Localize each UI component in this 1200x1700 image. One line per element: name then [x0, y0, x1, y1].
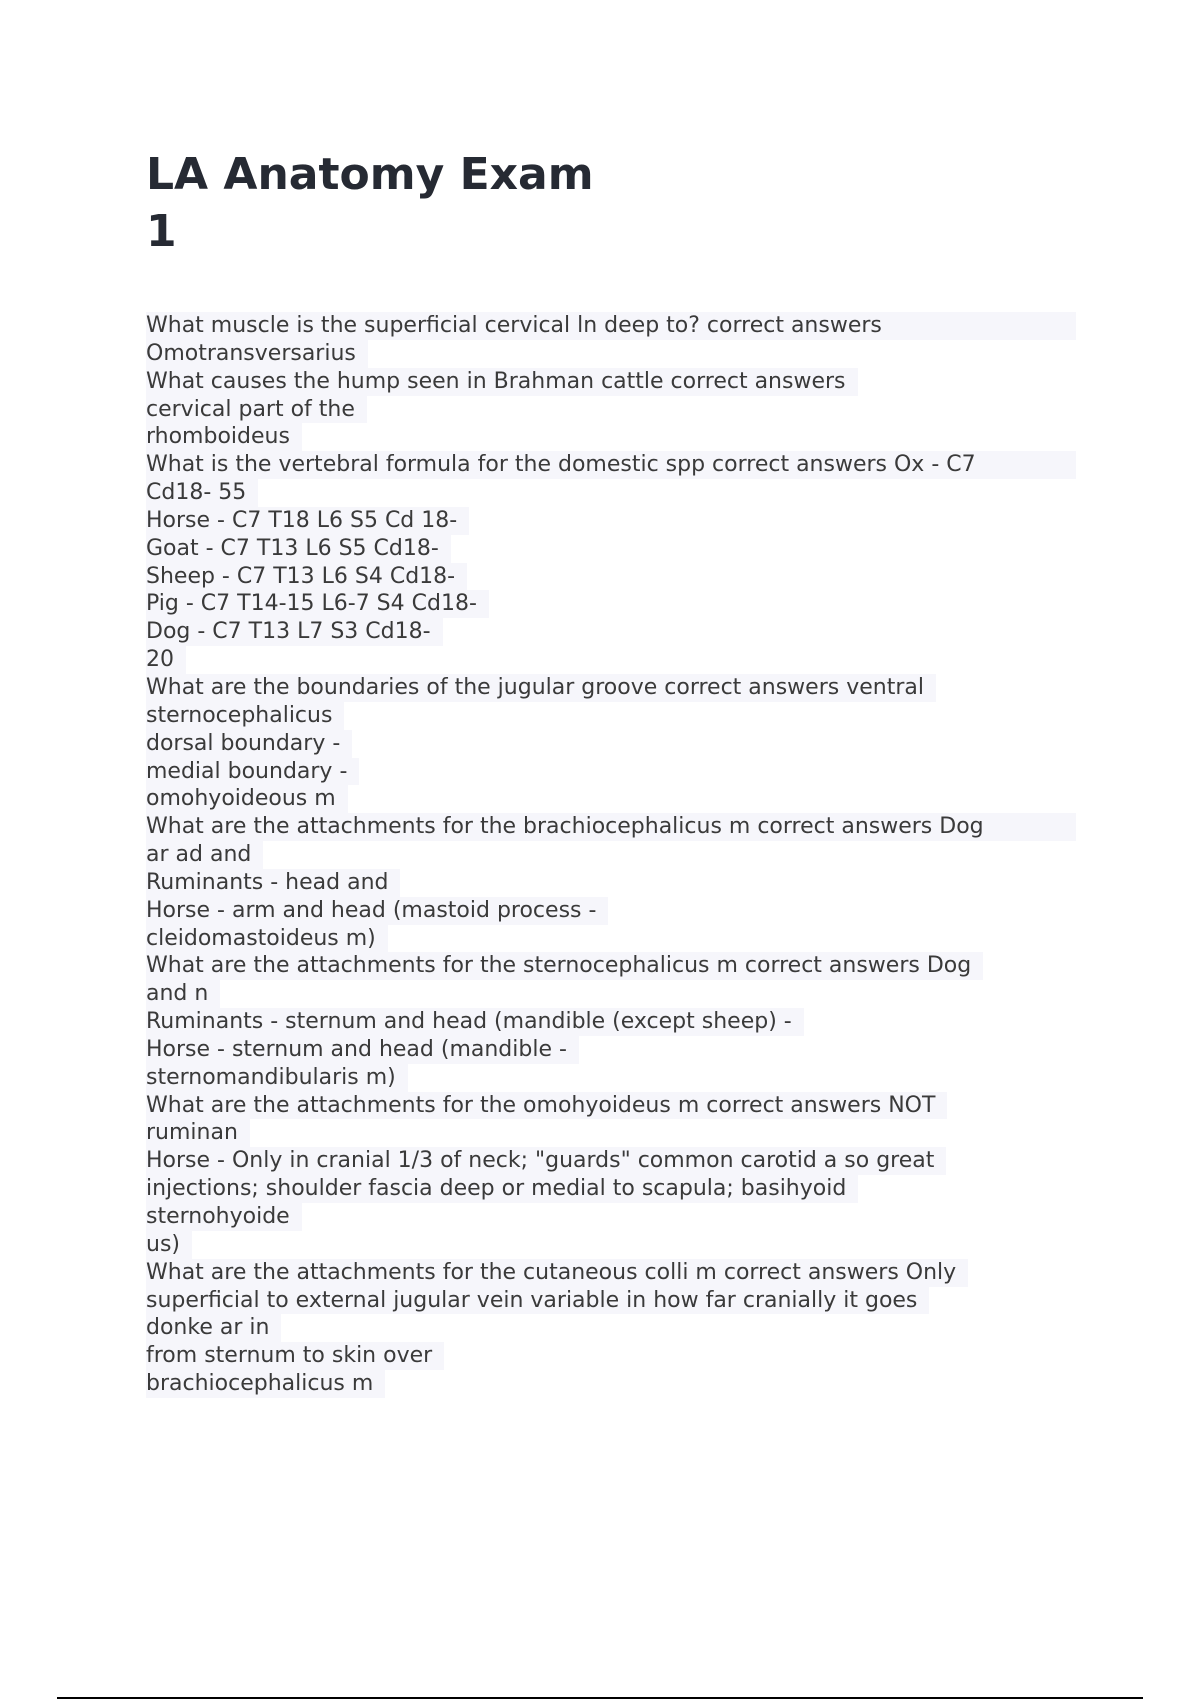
- answer-line: from sternum to skin over: [146, 1342, 444, 1370]
- answer-line: Pig - C7 T14-15 L6-7 S4 Cd18-: [146, 590, 489, 618]
- answer-line: sternocephalicus: [146, 702, 344, 730]
- question-line: What is the vertebral formula for the domestic spp correct answers Ox - C7: [146, 451, 1076, 479]
- answer-line: sternohyoide: [146, 1203, 302, 1231]
- answer-line: Omotransversarius: [146, 340, 368, 368]
- page-title-line-1: LA Anatomy Exam: [146, 149, 594, 200]
- answer-line: dorsal boundary -: [146, 730, 352, 758]
- answer-line: and n: [146, 980, 220, 1008]
- answer-line: Horse - C7 T18 L6 S5 Cd 18-: [146, 507, 469, 535]
- answer-line: cervical part of the: [146, 396, 367, 424]
- question-line: What are the attachments for the omohyoideus m correct answers NOT: [146, 1092, 947, 1120]
- answer-line: Horse - Only in cranial 1/3 of neck; "guards" common carotid a so great: [146, 1147, 946, 1175]
- answer-line: omohyoideous m: [146, 785, 348, 813]
- answer-line: Horse - arm and head (mastoid process -: [146, 897, 608, 925]
- answer-line: Goat - C7 T13 L6 S5 Cd18-: [146, 535, 451, 563]
- question-answer-list: [146, 312, 1076, 1398]
- question-line: What causes the hump seen in Brahman cattle correct answers: [146, 368, 858, 396]
- question-line: What are the boundaries of the jugular groove correct answers ventral: [146, 674, 936, 702]
- answer-line: ruminan: [146, 1119, 250, 1147]
- answer-line: donke ar in: [146, 1314, 281, 1342]
- answer-line: Dog - C7 T13 L7 S3 Cd18-: [146, 618, 443, 646]
- answer-line: Sheep - C7 T13 L6 S4 Cd18-: [146, 563, 467, 591]
- question-line: What are the attachments for the cutaneous colli m correct answers Only: [146, 1259, 968, 1287]
- answer-line: injections; shoulder fascia deep or medial to scapula; basihyoid: [146, 1175, 858, 1203]
- question-line: What are the attachments for the brachiocephalicus m correct answers Dog: [146, 813, 1076, 841]
- answer-line: superficial to external jugular vein variable in how far cranially it goes: [146, 1287, 929, 1315]
- answer-line: medial boundary -: [146, 758, 359, 786]
- answer-line: brachiocephalicus m: [146, 1370, 385, 1398]
- answer-line: rhomboideus: [146, 423, 302, 451]
- page-title: [146, 146, 746, 260]
- answer-line: ar ad and: [146, 841, 263, 869]
- answer-line: 20: [146, 646, 186, 674]
- page-title-line-2: 1: [146, 206, 177, 257]
- answer-line: us): [146, 1231, 192, 1259]
- footer-divider: [57, 1697, 1143, 1699]
- answer-line: sternomandibularis m): [146, 1064, 408, 1092]
- question-line: What muscle is the superficial cervical ln deep to? correct answers: [146, 312, 1076, 340]
- answer-line: Horse - sternum and head (mandible -: [146, 1036, 579, 1064]
- answer-line: cleidomastoideus m): [146, 925, 388, 953]
- question-line: What are the attachments for the sternocephalicus m correct answers Dog: [146, 952, 983, 980]
- answer-line: Ruminants - sternum and head (mandible (except sheep) -: [146, 1008, 804, 1036]
- answer-line: Ruminants - head and: [146, 869, 400, 897]
- answer-line: Cd18- 55: [146, 479, 258, 507]
